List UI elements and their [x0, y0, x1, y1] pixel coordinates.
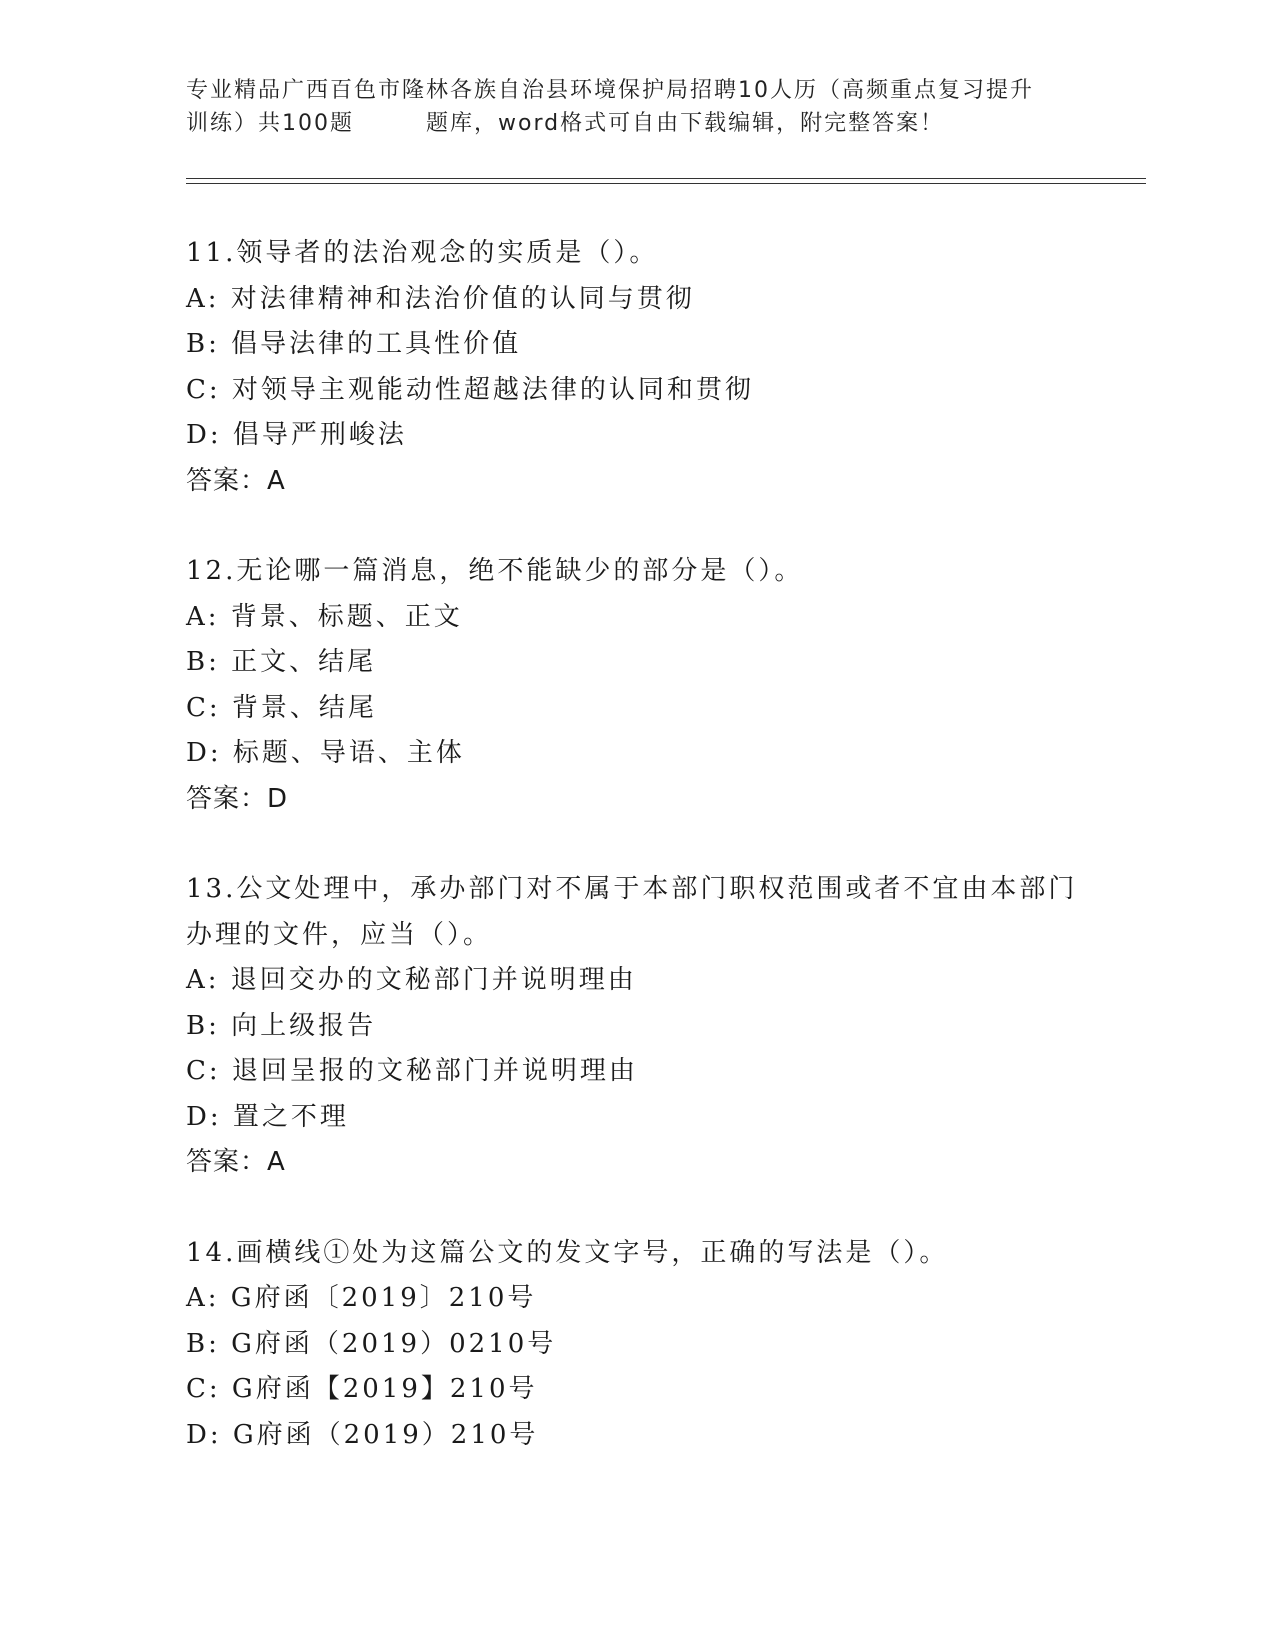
question-list: [186, 231, 1086, 1458]
option-b: B: 向上级报告: [186, 1010, 377, 1041]
option-b: B: G府函（2019）0210号: [186, 1328, 557, 1359]
question-stem: 11.领导者的法治观念的实质是（）。: [186, 238, 659, 268]
question-stem-line-2: 办理的文件，应当（）。: [186, 919, 493, 950]
header-divider-top: [186, 178, 1146, 179]
header-title-line-2-right: 题库，word格式可自由下载编辑，附完整答案！: [426, 111, 945, 136]
question-stem-line-1: 13.公文处理中，承办部门对不属于本部门职权范围或者不宜由本部门: [186, 874, 1078, 904]
question-stem: 14.画横线①处为这篇公文的发文字号，正确的写法是（）。: [186, 1237, 949, 1268]
question-11: [186, 231, 1086, 504]
option-d: D: 置之不理: [186, 1101, 349, 1132]
option-c: C: 背景、结尾: [186, 692, 377, 723]
question-13: [186, 867, 1086, 1186]
answer: 答案：A: [186, 1147, 286, 1177]
option-b: B: 倡导法律的工具性价值: [186, 329, 522, 359]
header-title-line-1: 专业精品广西百色市隆林各族自治县环境保护局招聘10人历（高频重点复习提升: [186, 78, 1034, 103]
question-12: [186, 549, 1086, 822]
question-stem: 12.无论哪一篇消息，绝不能缺少的部分是（）。: [186, 556, 804, 586]
option-c: C: 退回呈报的文秘部门并说明理由: [186, 1056, 638, 1086]
option-d: D: 倡导严刑峻法: [186, 420, 407, 450]
option-c: C: 对领导主观能动性超越法律的认同和贯彻: [186, 374, 754, 405]
option-a: A: G府函〔2019〕210号: [186, 1283, 537, 1313]
document-header: [186, 74, 1066, 140]
option-d: D: 标题、导语、主体: [186, 738, 465, 768]
option-a: A: 背景、标题、正文: [186, 601, 463, 632]
option-b: B: 正文、结尾: [186, 647, 377, 677]
answer: 答案：A: [186, 465, 286, 496]
question-14: [186, 1231, 1086, 1459]
header-title-line-2: [186, 107, 1066, 140]
option-c: C: G府函【2019】210号: [186, 1374, 538, 1404]
header-divider-bottom: [186, 183, 1146, 184]
option-a: A: 退回交办的文秘部门并说明理由: [186, 965, 637, 995]
option-a: A: 对法律精神和法治价值的认同与贯彻: [186, 283, 695, 314]
option-d: D: G府函（2019）210号: [186, 1419, 539, 1450]
answer: 答案：D: [186, 783, 289, 814]
header-title-line-2-left: 训练）共100题: [186, 111, 354, 136]
